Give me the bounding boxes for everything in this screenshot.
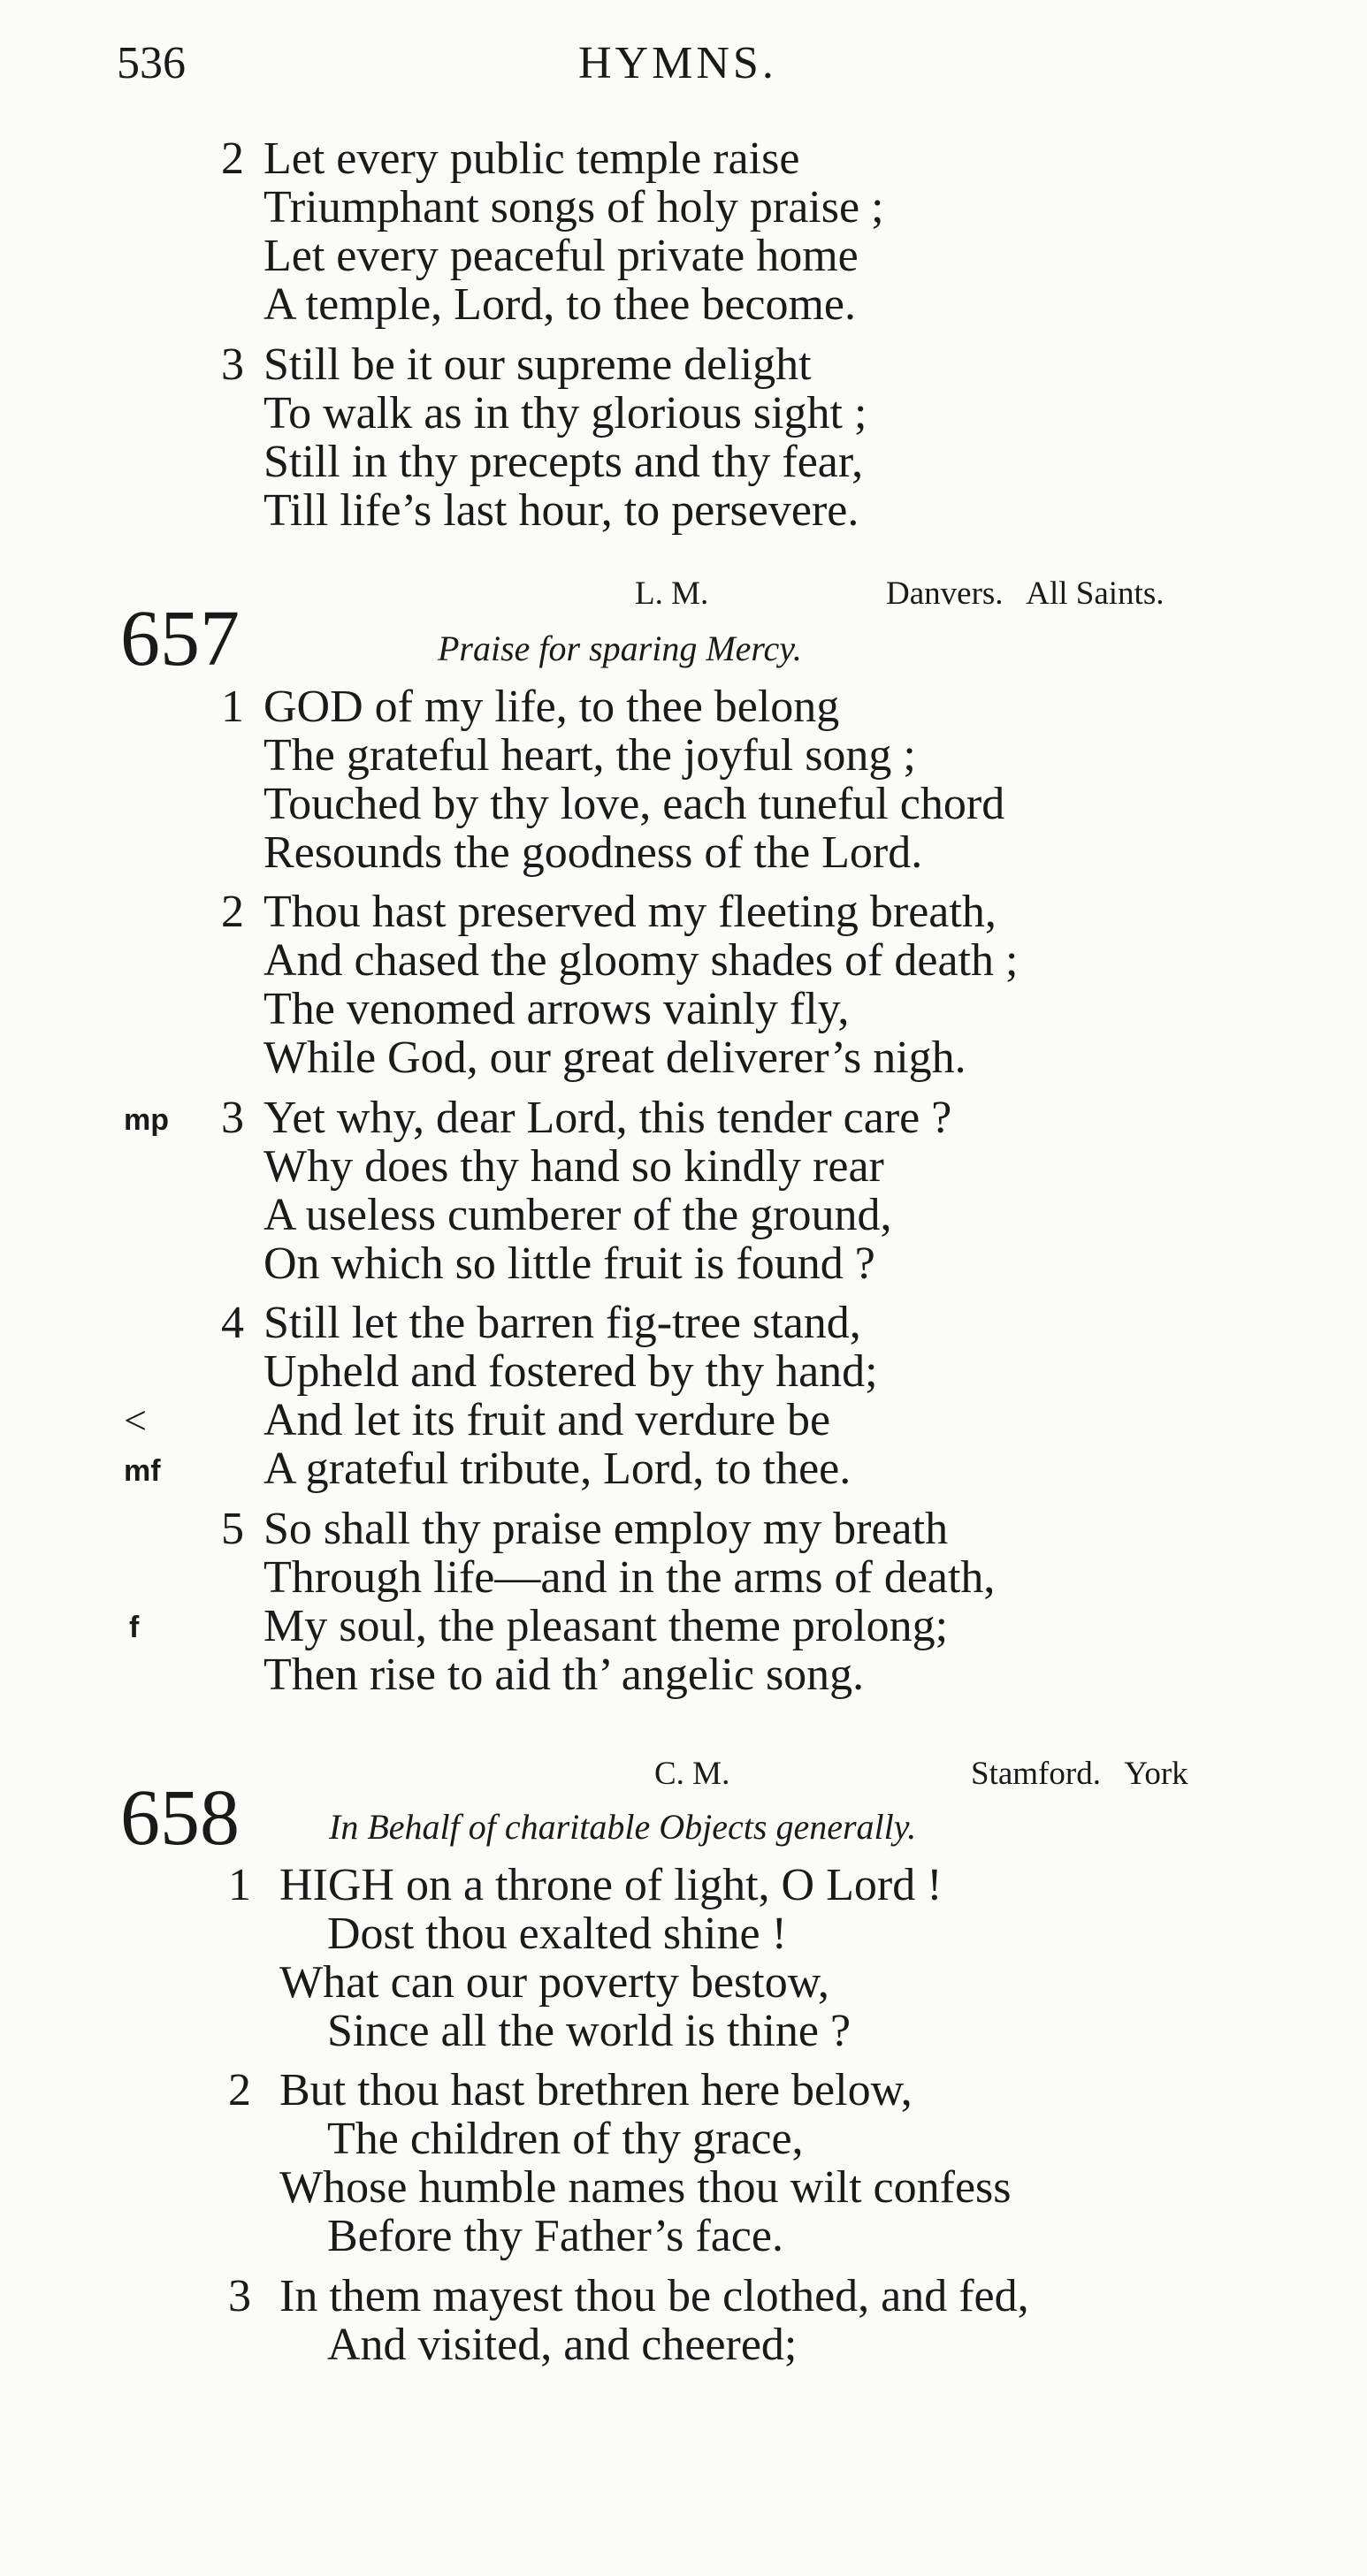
hymn-number: 657 bbox=[120, 595, 240, 682]
verse-line: The children of thy grace, bbox=[327, 2114, 804, 2164]
verse-line: Let every peaceful private home bbox=[263, 231, 859, 281]
verse-line: Whose humble names thou wilt confess bbox=[279, 2162, 1012, 2213]
verse-line: And let its fruit and verdure be bbox=[263, 1395, 831, 1445]
verse-line: Since all the world is thine ? bbox=[327, 2006, 852, 2056]
verse-line: To walk as in thy glorious sight ; bbox=[263, 388, 867, 438]
dynamic-marking-mf: mf bbox=[124, 1454, 161, 1488]
verse-line: Resounds the goodness of the Lord. bbox=[263, 827, 923, 878]
hymn-subtitle: In Behalf of charitable Objects generally. bbox=[329, 1807, 917, 1847]
page-title: HYMNS. bbox=[578, 38, 777, 88]
verse-number: 2 bbox=[228, 2065, 251, 2115]
verse-line: GOD of my life, to thee belong bbox=[263, 682, 840, 732]
verse-number: 1 bbox=[221, 682, 244, 732]
verse-line: Till life’s last hour, to persevere. bbox=[263, 485, 859, 536]
verse-line: The grateful heart, the joyful song ; bbox=[263, 730, 916, 781]
verse-number: 3 bbox=[221, 339, 244, 390]
dynamic-marking-f: f bbox=[129, 1611, 140, 1644]
verse-line: On which so little fruit is found ? bbox=[263, 1238, 875, 1289]
tune-names: Danvers. All Saints. bbox=[886, 575, 1165, 612]
verse-number: 4 bbox=[221, 1298, 244, 1348]
verse-line: Before thy Father’s face. bbox=[327, 2211, 783, 2261]
verse-line: Through life—and in the arms of death, bbox=[263, 1552, 996, 1603]
verse-number: 2 bbox=[221, 887, 244, 937]
verse-line: Still let the barren fig-tree stand, bbox=[263, 1298, 861, 1348]
verse-line: While God, our great deliverer’s nigh. bbox=[263, 1033, 966, 1083]
verse-line: Upheld and fostered by thy hand; bbox=[263, 1346, 878, 1397]
verse-line: Thou hast preserved my fleeting breath, bbox=[263, 887, 997, 937]
verse-line: And visited, and cheered; bbox=[327, 2320, 798, 2370]
dynamic-marking-mp: mp bbox=[124, 1103, 169, 1137]
verse-line: Triumphant songs of holy praise ; bbox=[263, 182, 884, 232]
verse-line: A useless cumberer of the ground, bbox=[263, 1190, 892, 1240]
verse-line: Touched by thy love, each tuneful chord bbox=[263, 779, 1005, 829]
verse-line: The venomed arrows vainly fly, bbox=[263, 984, 850, 1034]
verse-number: 2 bbox=[221, 133, 244, 184]
verse-line: HIGH on a throne of light, O Lord ! bbox=[279, 1860, 943, 1910]
verse-line: Let every public temple raise bbox=[263, 133, 800, 184]
verse-line: And chased the gloomy shades of death ; bbox=[263, 935, 1019, 986]
hymn-number: 658 bbox=[120, 1774, 240, 1862]
verse-line: A grateful tribute, Lord, to thee. bbox=[263, 1444, 852, 1494]
verse-line: Yet why, dear Lord, this tender care ? bbox=[263, 1093, 952, 1143]
verse-line: So shall thy praise employ my breath bbox=[263, 1504, 949, 1554]
hymn-subtitle: Praise for sparing Mercy. bbox=[438, 629, 802, 668]
tune-names: Stamford. York bbox=[971, 1756, 1188, 1792]
verse-number: 3 bbox=[228, 2271, 251, 2321]
page-number: 536 bbox=[117, 38, 186, 88]
verse-line: Dost thou exalted shine ! bbox=[327, 1909, 787, 1959]
verse-line: But thou hast brethren here below, bbox=[279, 2065, 913, 2115]
verse-number: 5 bbox=[221, 1504, 244, 1554]
verse-line: My soul, the pleasant theme prolong; bbox=[263, 1601, 949, 1651]
crescendo-marking: < bbox=[124, 1398, 147, 1443]
verse-number: 3 bbox=[221, 1093, 244, 1143]
verse-line: Still in thy precepts and thy fear, bbox=[263, 437, 864, 487]
meter: C. M. bbox=[654, 1756, 730, 1792]
meter: L. M. bbox=[635, 575, 709, 612]
verse-line: What can our poverty bestow, bbox=[279, 1957, 829, 2008]
verse-line: A temple, Lord, to thee become. bbox=[263, 279, 857, 330]
verse-line: Still be it our supreme delight bbox=[263, 339, 812, 390]
verse-line: Why does thy hand so kindly rear bbox=[263, 1141, 884, 1192]
verse-line: In them mayest thou be clothed, and fed, bbox=[279, 2271, 1029, 2321]
verse-line: Then rise to aid th’ angelic song. bbox=[263, 1650, 865, 1700]
verse-number: 1 bbox=[228, 1860, 251, 1910]
